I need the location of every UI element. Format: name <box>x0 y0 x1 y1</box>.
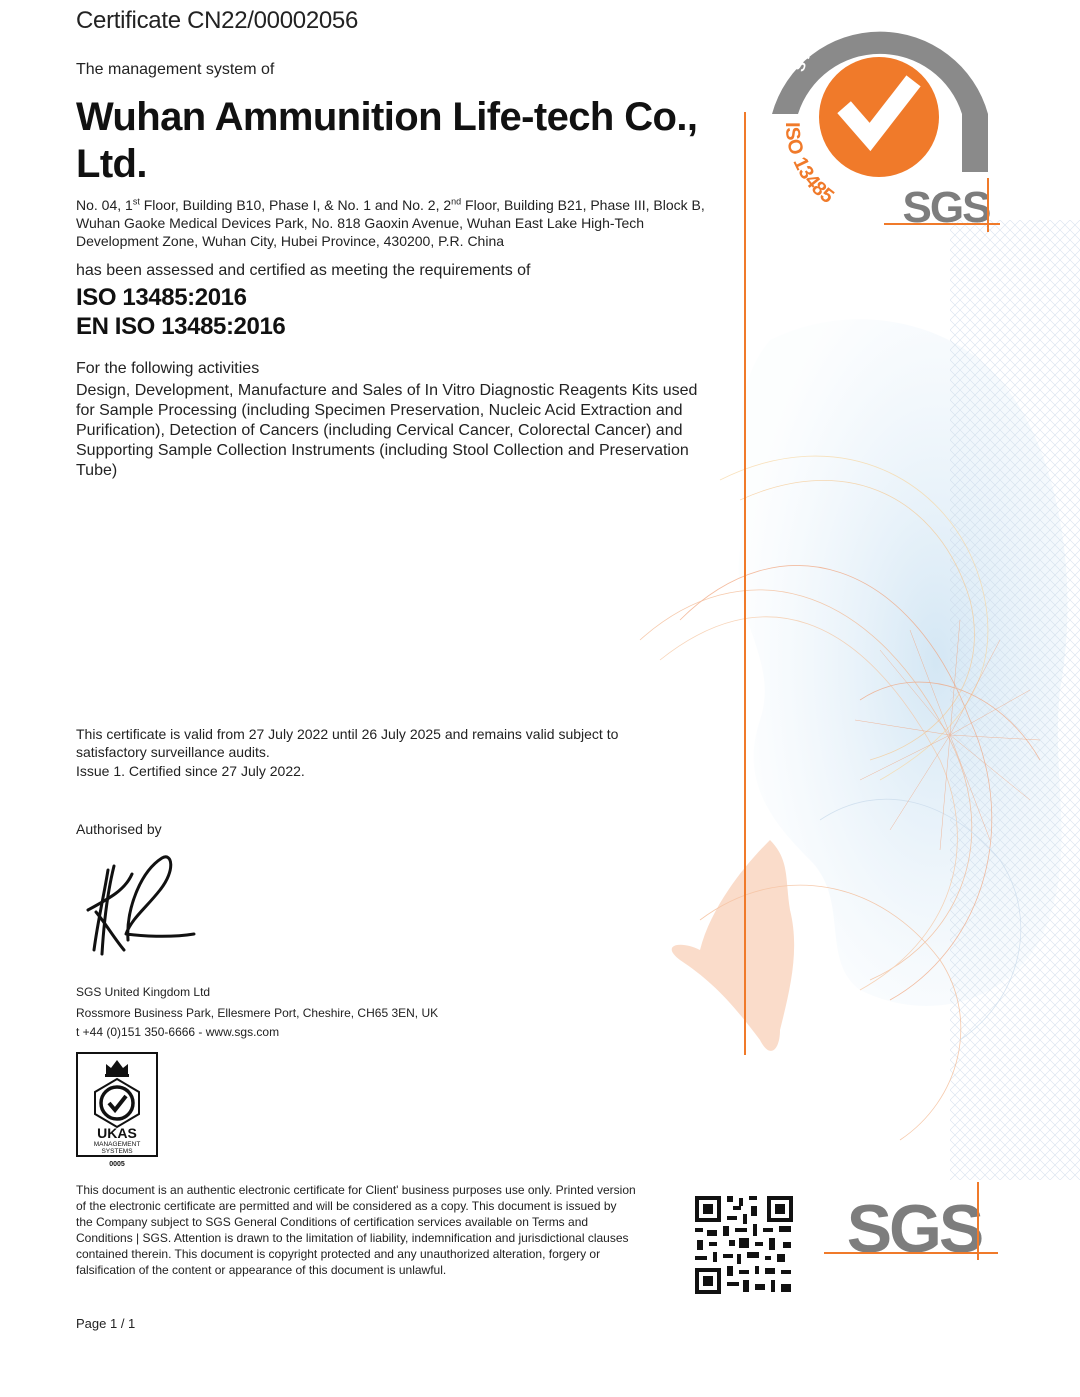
validity-statement: This certificate is valid from 27 July 2022 until 26 July 2025 and remains valid subject to satisfactory surveillance audits. <box>76 726 619 760</box>
issuer-address: Rossmore Business Park, Ellesmere Port, Cheshire, CH65 3EN, UK <box>76 1006 439 1020</box>
sgs-logo-text: SGS <box>846 1191 982 1262</box>
seal-brand: SGS <box>902 183 990 232</box>
ukas-logo <box>76 1052 160 1170</box>
issuer-name: SGS United Kingdom Ltd <box>76 985 211 999</box>
issue-statement: Issue 1. Certified since 27 July 2022. <box>76 763 305 779</box>
orange-divider-line <box>744 112 746 1055</box>
address-superscript-2: nd <box>451 196 462 207</box>
address-part2: Floor, Building B10, Phase I, & No. 1 and No. 2, 2 <box>139 197 452 213</box>
ukas-number: 0005 <box>109 1161 125 1168</box>
seal-standard-text: ISO 13485 <box>780 121 838 208</box>
activities-scope: Design, Development, Manufacture and Sales of In Vitro Diagnostic Reagents Kits used for Sample Processing (including Specimen Preservation, Nucleic Acid Extraction and Purification), Detection of Cancers (including Cervical Cancer, Colorectal Cancer) and Supporting Sample Collection Instruments (including Stool Collection and Preservation Tube) <box>76 382 698 479</box>
certificate-number: Certificate CN22/00002056 <box>76 7 359 34</box>
standard-en-iso: EN ISO 13485:2016 <box>76 313 286 340</box>
ukas-name: UKAS <box>97 1125 137 1141</box>
seal-arc-text: SYSTEM CERTIFICATION <box>790 2 965 74</box>
assessed-statement: has been assessed and certified as meeting the requirements of <box>76 262 531 279</box>
qr-code[interactable] <box>693 1194 795 1296</box>
activities-heading: For the following activities <box>76 360 260 377</box>
ukas-line2: SYSTEMS <box>101 1148 133 1155</box>
intro-text: The management system of <box>76 61 275 78</box>
orange-check-icon <box>819 57 939 177</box>
decorative-background-pattern <box>620 220 1080 1180</box>
company-address <box>76 196 716 250</box>
issuer-contact: t +44 (0)151 350-6666 - www.sgs.com <box>76 1025 280 1039</box>
address-part3: Floor, Building B21, Phase III, Block B, Wuhan Gaoke Medical Devices Park, No. 818 Gaoxin Avenue, Wuhan East Lake High-Tech Development Zone, Wuhan City, Hubei Province, 430200, P.R. China <box>76 197 705 249</box>
standard-iso: ISO 13485:2016 <box>76 284 247 311</box>
authorised-by-label: Authorised by <box>76 821 162 837</box>
company-name: Wuhan Ammunition Life-tech Co., Ltd. <box>76 95 698 186</box>
address-superscript-1: st <box>132 196 140 207</box>
ukas-line1: MANAGEMENT <box>93 1141 141 1148</box>
sgs-certification-seal <box>762 2 1012 234</box>
signature-image <box>80 850 210 960</box>
disclaimer-text: This document is an authentic electronic certificate for Client' business purposes use only. Printed version of the electronic certificate are permitted and will be considered as a copy. This document is issued by the Company subject to SGS General Conditions of certification services available on Terms and Conditions | SGS. Attention is drawn to the limitation of liability, indemnification and jurisdictional clauses contained therein. This document is copyright protected and any unauthorized alteration, forgery or falsification of the content or appearance of this document is unlawful. <box>76 1183 636 1277</box>
address-part1: No. 04, 1 <box>76 197 133 213</box>
page-number: Page 1 / 1 <box>76 1316 136 1331</box>
sgs-logo <box>820 1180 1002 1262</box>
